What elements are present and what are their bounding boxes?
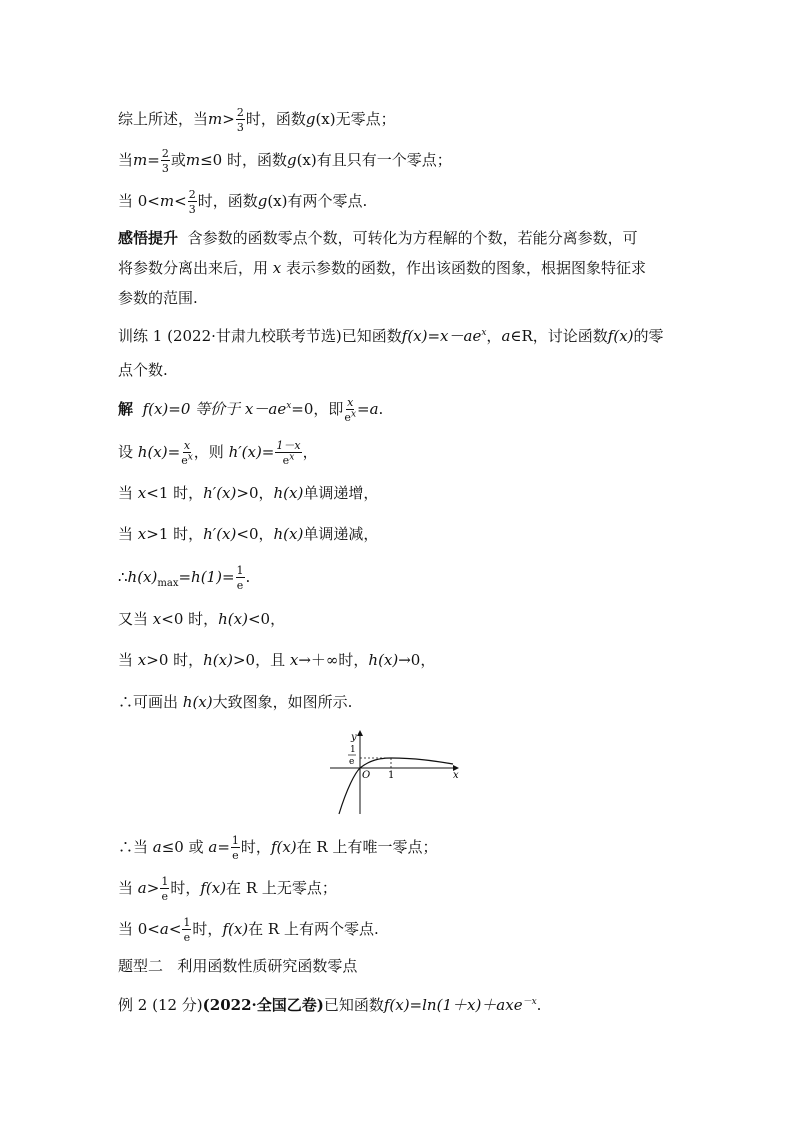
solution-line-6 — [118, 609, 285, 629]
exponent: x — [481, 328, 487, 338]
example-label: 例 2 — [118, 996, 148, 1014]
numerator: 1 — [236, 564, 244, 577]
text: 表示参数的函数，作出该函数的图象，根据图象特征求 — [286, 259, 647, 277]
text: >1 时， — [146, 525, 204, 543]
text: . — [245, 568, 251, 586]
denominator: e — [161, 890, 169, 903]
denominator: e — [236, 579, 244, 592]
text: 在 R 上无零点； — [226, 879, 337, 897]
fraction-x-over-ex — [181, 440, 193, 466]
numerator: 2 — [188, 188, 196, 201]
text: 有且只有一个零点； — [316, 151, 452, 169]
solution-line-1 — [118, 397, 383, 423]
relation: < — [174, 192, 187, 210]
denominator: e — [183, 931, 191, 944]
summary-line-2 — [118, 148, 452, 174]
var-a: a — [159, 920, 169, 938]
denominator: 3 — [161, 162, 169, 175]
formula: h(x) — [368, 651, 399, 669]
formula: f(x) — [270, 838, 297, 856]
formula: h(x) — [273, 484, 304, 502]
denominator: e — [282, 454, 290, 467]
insight-label: 感悟提升 — [118, 229, 179, 247]
var-a: a — [152, 838, 162, 856]
numerator: 2 — [161, 147, 169, 160]
text: = — [178, 568, 192, 586]
exponent: x — [286, 401, 292, 411]
denominator: e — [344, 411, 351, 424]
numerator: 1 — [161, 875, 169, 888]
insight-line-3 — [118, 288, 198, 308]
text: <0 时， — [161, 610, 219, 628]
text: = — [217, 838, 230, 856]
formula: f(x)=0 等价于 x－ae — [142, 400, 287, 418]
conclusion-line-3 — [118, 917, 379, 943]
formula: h(x) — [273, 525, 304, 543]
text: ∴当 — [118, 838, 153, 856]
text: 在 R 上有唯一零点； — [296, 838, 438, 856]
text: ， — [486, 327, 502, 345]
denominator: 3 — [188, 203, 196, 216]
text: 时， — [170, 879, 201, 897]
text: (x) — [296, 151, 317, 169]
text: ∈R，讨论函数 — [510, 327, 608, 345]
text: 单调递增， — [303, 484, 379, 502]
text: 当 — [118, 151, 134, 169]
tick-one: 1 — [388, 770, 395, 781]
solution-line-8 — [118, 692, 352, 712]
exponent: x — [289, 452, 295, 463]
relation: > — [222, 110, 235, 128]
text: ∴可画出 — [118, 693, 183, 711]
var-x: x — [137, 484, 147, 502]
var-a: a — [208, 838, 218, 856]
text: 又当 — [118, 610, 153, 628]
solution-line-7 — [118, 650, 435, 670]
conclusion-line-2 — [118, 876, 337, 902]
text: 无零点； — [335, 110, 396, 128]
text: →0， — [398, 651, 436, 669]
conclusion-line-1 — [118, 835, 438, 861]
text: <1 时， — [146, 484, 204, 502]
exponent: x — [350, 409, 357, 420]
formula: f(x)=ln(1＋x)＋axe — [383, 996, 523, 1014]
text: ∴ — [118, 568, 128, 586]
solution-label: 解 — [118, 400, 134, 418]
denominator: e — [232, 849, 239, 862]
var-x: x — [137, 525, 147, 543]
text: 时，函数 — [245, 110, 306, 128]
exponent: x — [187, 452, 193, 463]
text: 时， — [240, 838, 271, 856]
text: . — [378, 400, 384, 418]
formula: h′(x) — [203, 525, 237, 543]
func-g: g — [257, 192, 268, 210]
numerator: 2 — [236, 106, 244, 119]
formula: f(x) — [200, 879, 227, 897]
text: 在 R 上有两个零点. — [248, 920, 379, 938]
fraction-x-over-ex — [344, 397, 356, 423]
text: = — [221, 568, 235, 586]
solution-line-4 — [118, 524, 378, 544]
text: 的零 — [633, 327, 664, 345]
training-line-2 — [118, 360, 168, 380]
text: (x) — [315, 110, 336, 128]
example-line — [118, 995, 541, 1015]
text: <0， — [247, 610, 286, 628]
fraction-one-over-e — [182, 917, 191, 943]
type-label: 题型二 — [118, 957, 164, 975]
fraction-derivative — [275, 440, 301, 466]
text: 参数的范围. — [118, 289, 198, 307]
fraction-one-over-e — [231, 835, 240, 861]
subscript: max — [157, 578, 179, 589]
text: 设 — [118, 443, 138, 461]
summary-line-1 — [118, 107, 396, 133]
fraction-two-thirds — [161, 148, 170, 174]
relation: = — [147, 151, 160, 169]
text: 时， — [192, 920, 223, 938]
text: 将参数分离出来后，用 — [118, 259, 269, 277]
numerator: x — [183, 439, 191, 452]
text: 时，函数 — [197, 192, 258, 210]
var-x: x — [152, 610, 162, 628]
numerator: 1 — [231, 834, 239, 847]
text: 点个数. — [118, 361, 168, 379]
fraction-two-thirds — [236, 107, 245, 133]
text: 当 — [118, 484, 138, 502]
text: . — [536, 996, 542, 1014]
formula: h(1) — [191, 568, 222, 586]
text: 已知函数 — [323, 996, 384, 1014]
text: ≤0 时，函数 — [200, 151, 287, 169]
text: 当 — [118, 651, 138, 669]
formula: f(x)=x－ae — [401, 327, 482, 345]
formula: f(x) — [222, 920, 249, 938]
text: ，则 — [193, 443, 229, 461]
training-label: 训练 1 — [118, 327, 163, 345]
text: >0 时， — [146, 651, 204, 669]
text: =0，即 — [291, 400, 344, 418]
formula: h(x) — [203, 651, 233, 669]
var-a: a — [137, 879, 147, 897]
text: (x) — [267, 192, 288, 210]
numerator: x — [347, 396, 354, 409]
func-g: g — [305, 110, 316, 128]
denominator: e — [181, 454, 188, 467]
text: 大致图象，如图所示. — [212, 693, 353, 711]
text: 当 0< — [118, 192, 160, 210]
formula: h(x)= — [137, 443, 181, 461]
inv-e-num: 1 — [350, 745, 356, 755]
exponent: －x — [522, 997, 537, 1007]
function-graph — [325, 728, 465, 816]
type2-heading — [118, 956, 357, 976]
text: →＋∞时， — [298, 651, 369, 669]
formula: h(x) — [127, 568, 158, 586]
numerator: 1－x — [276, 439, 301, 452]
text: <0， — [236, 525, 274, 543]
denominator: 3 — [236, 121, 244, 134]
training-line-1 — [118, 326, 664, 346]
text: 有两个零点. — [287, 192, 368, 210]
var-a: a — [501, 327, 511, 345]
fraction-one-over-e — [236, 565, 245, 591]
fraction-two-thirds — [188, 189, 197, 215]
formula: h′(x)= — [228, 443, 275, 461]
text: >0，且 — [232, 651, 290, 669]
text: 已知函数 — [341, 327, 402, 345]
text: 当 0< — [118, 920, 160, 938]
var-m: m — [208, 110, 223, 128]
summary-line-3 — [118, 189, 367, 215]
text: 单调递减， — [303, 525, 379, 543]
fraction-one-over-e — [160, 876, 169, 902]
text: < — [168, 920, 182, 938]
type-title: 利用函数性质研究函数零点 — [177, 957, 358, 975]
solution-line-3 — [118, 483, 378, 503]
text: = — [357, 400, 370, 418]
text: ≤0 或 — [161, 838, 209, 856]
source-label: (2022·甘肃九校联考节选) — [167, 327, 342, 345]
var-x: x — [289, 651, 299, 669]
x-label: x — [453, 770, 459, 781]
source-label: (2022·全国乙卷) — [202, 996, 324, 1014]
text: > — [146, 879, 160, 897]
numerator: 1 — [183, 916, 191, 929]
curve-h — [339, 758, 453, 814]
text: 或 — [170, 151, 186, 169]
score-label: (12 分) — [152, 996, 203, 1014]
solution-line-5 — [118, 565, 250, 591]
var-m: m — [159, 192, 175, 210]
var-x: x — [272, 259, 282, 277]
text: 综上所述，当 — [118, 110, 209, 128]
formula: f(x) — [607, 327, 634, 345]
text: ， — [302, 443, 318, 461]
var-m: m — [133, 151, 148, 169]
text: 当 — [118, 879, 138, 897]
text: 含参数的函数零点个数，可转化为方程解的个数，若能分离参数，可 — [187, 229, 638, 247]
solution-line-2 — [118, 440, 318, 466]
formula: h(x) — [182, 693, 213, 711]
text: 当 — [118, 525, 138, 543]
var-m: m — [185, 151, 201, 169]
inv-e-den: e — [349, 757, 355, 767]
insight-line-2 — [118, 258, 646, 278]
y-label: y — [351, 732, 357, 743]
var-x: x — [137, 651, 147, 669]
formula: h′(x) — [203, 484, 237, 502]
text: >0， — [236, 484, 274, 502]
var-a: a — [369, 400, 379, 418]
func-g: g — [286, 151, 297, 169]
origin-label: O — [362, 770, 371, 781]
insight-line-1 — [118, 228, 638, 248]
formula: h(x) — [218, 610, 248, 628]
